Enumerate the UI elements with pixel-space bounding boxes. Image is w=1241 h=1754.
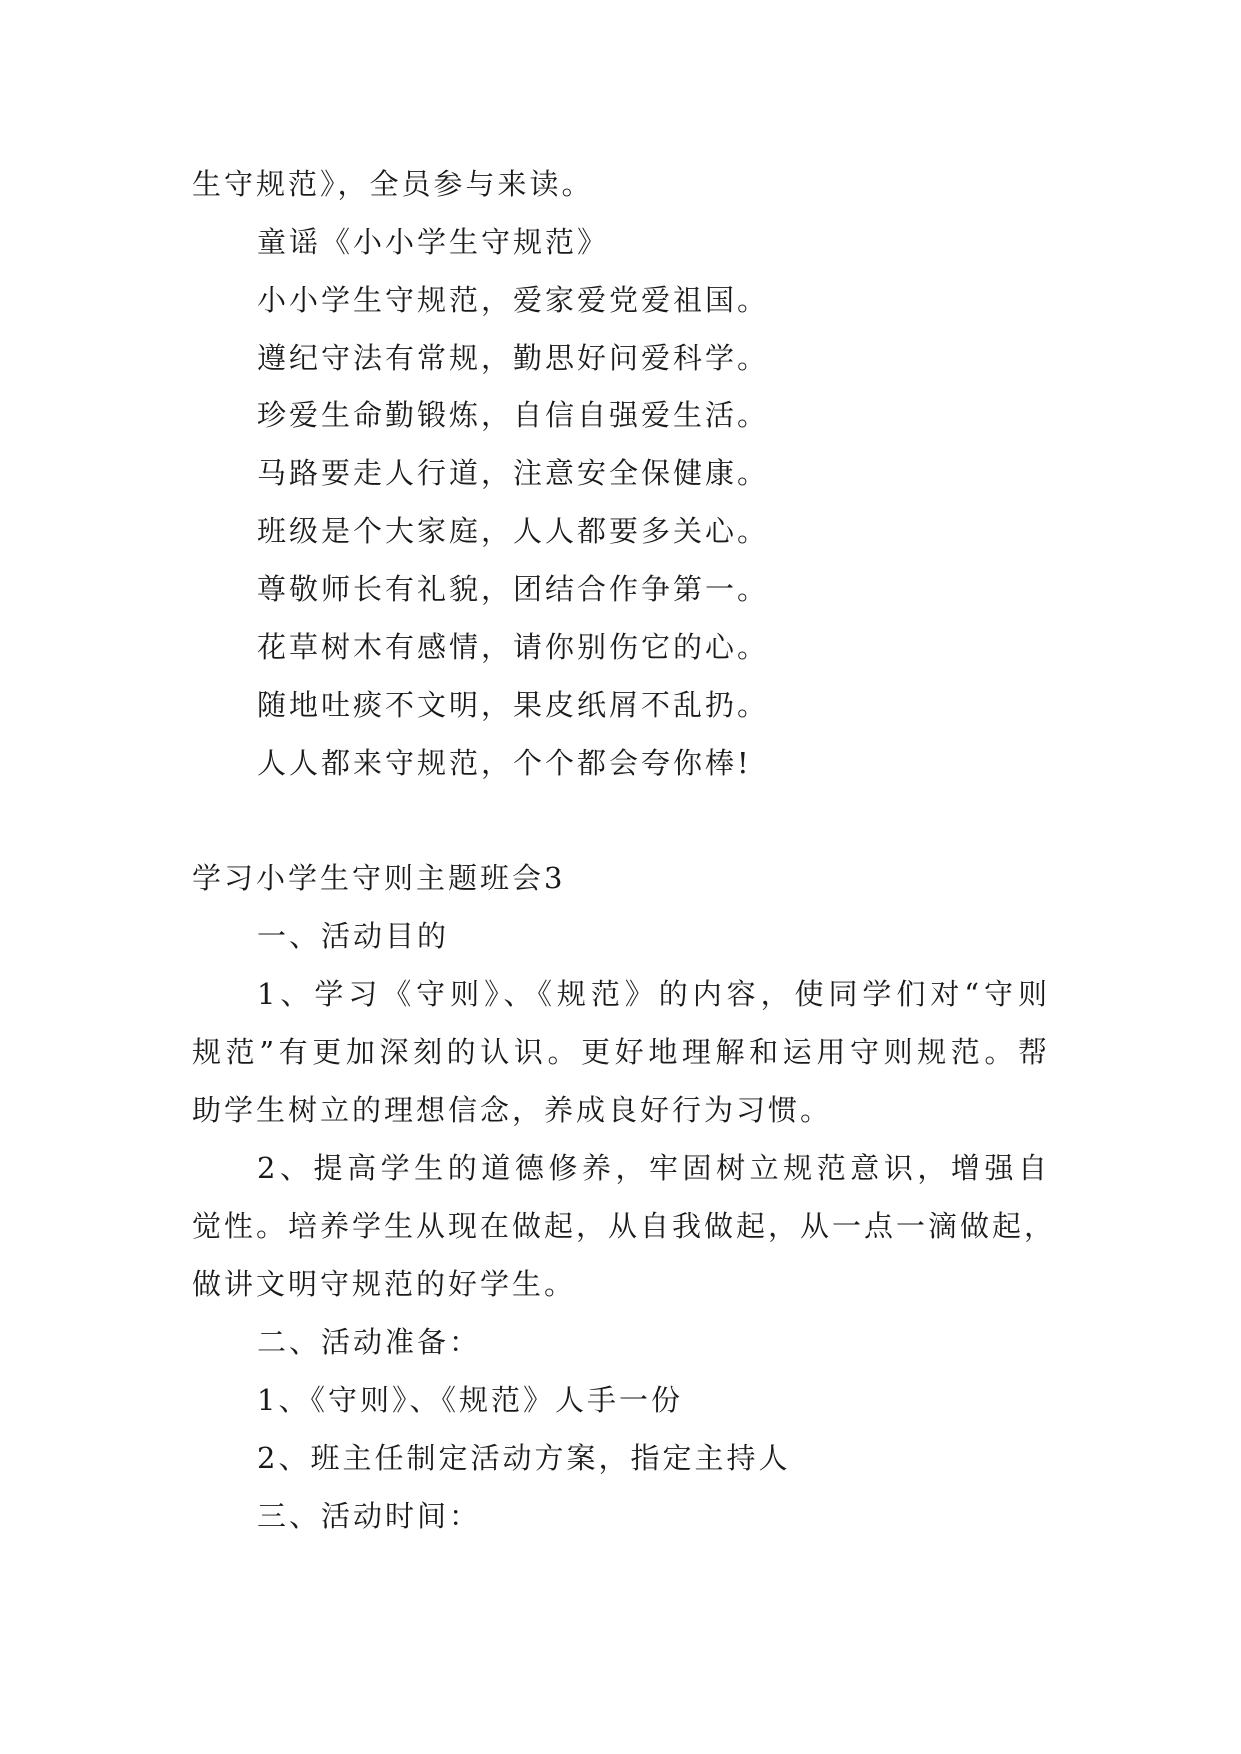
paragraph-line: 助学生树立的理想信念，养成良好行为习惯。 (192, 1093, 833, 1127)
poem-line: 随地吐痰不文明，果皮纸屑不乱扔。 (257, 688, 770, 722)
section-title: 学习小学生守则主题班会3 (192, 861, 566, 895)
paragraph-line: 2、提高学生的道德修养，牢固树立规范意识，增强自 (257, 1151, 1050, 1185)
poem-line: 小小学生守规范，爱家爱党爱祖国。 (257, 283, 770, 317)
continuation-line: 生守规范》，全员参与来读。 (192, 167, 594, 201)
paragraph-line: 做讲文明守规范的好学生。 (192, 1267, 577, 1301)
heading-preparation: 二、活动准备： (257, 1325, 482, 1359)
heading-purpose: 一、活动目的 (257, 919, 450, 953)
poem-line: 班级是个大家庭，人人都要多关心。 (257, 514, 770, 548)
poem-line: 人人都来守规范，个个都会夸你棒! (257, 746, 752, 780)
poem-line: 遵纪守法有常规，勤思好问爱科学。 (257, 341, 770, 375)
poem-line: 尊敬师长有礼貌，团结合作争第一。 (257, 572, 770, 606)
prep-item: 1、《守则》、《规范》人手一份 (257, 1383, 683, 1417)
prep-item: 2、班主任制定活动方案，指定主持人 (257, 1441, 791, 1475)
poem-line: 花草树木有感情，请你别伤它的心。 (257, 630, 770, 664)
paragraph-line: 1、学习《守则》、《规范》的内容，使同学们对“守则 (257, 977, 1050, 1011)
heading-time: 三、活动时间： (257, 1499, 482, 1533)
paragraph-line: 规范”有更加深刻的认识。更好地理解和运用守则规范。帮 (192, 1035, 1050, 1069)
poem-line: 珍爱生命勤锻炼，自信自强爱生活。 (257, 398, 770, 432)
paragraph-line: 觉性。培养学生从现在做起，从自我做起，从一点一滴做起， (192, 1209, 1057, 1243)
poem-line: 马路要走人行道，注意安全保健康。 (257, 456, 770, 490)
poem-title: 童谣《小小学生守规范》 (257, 225, 610, 259)
